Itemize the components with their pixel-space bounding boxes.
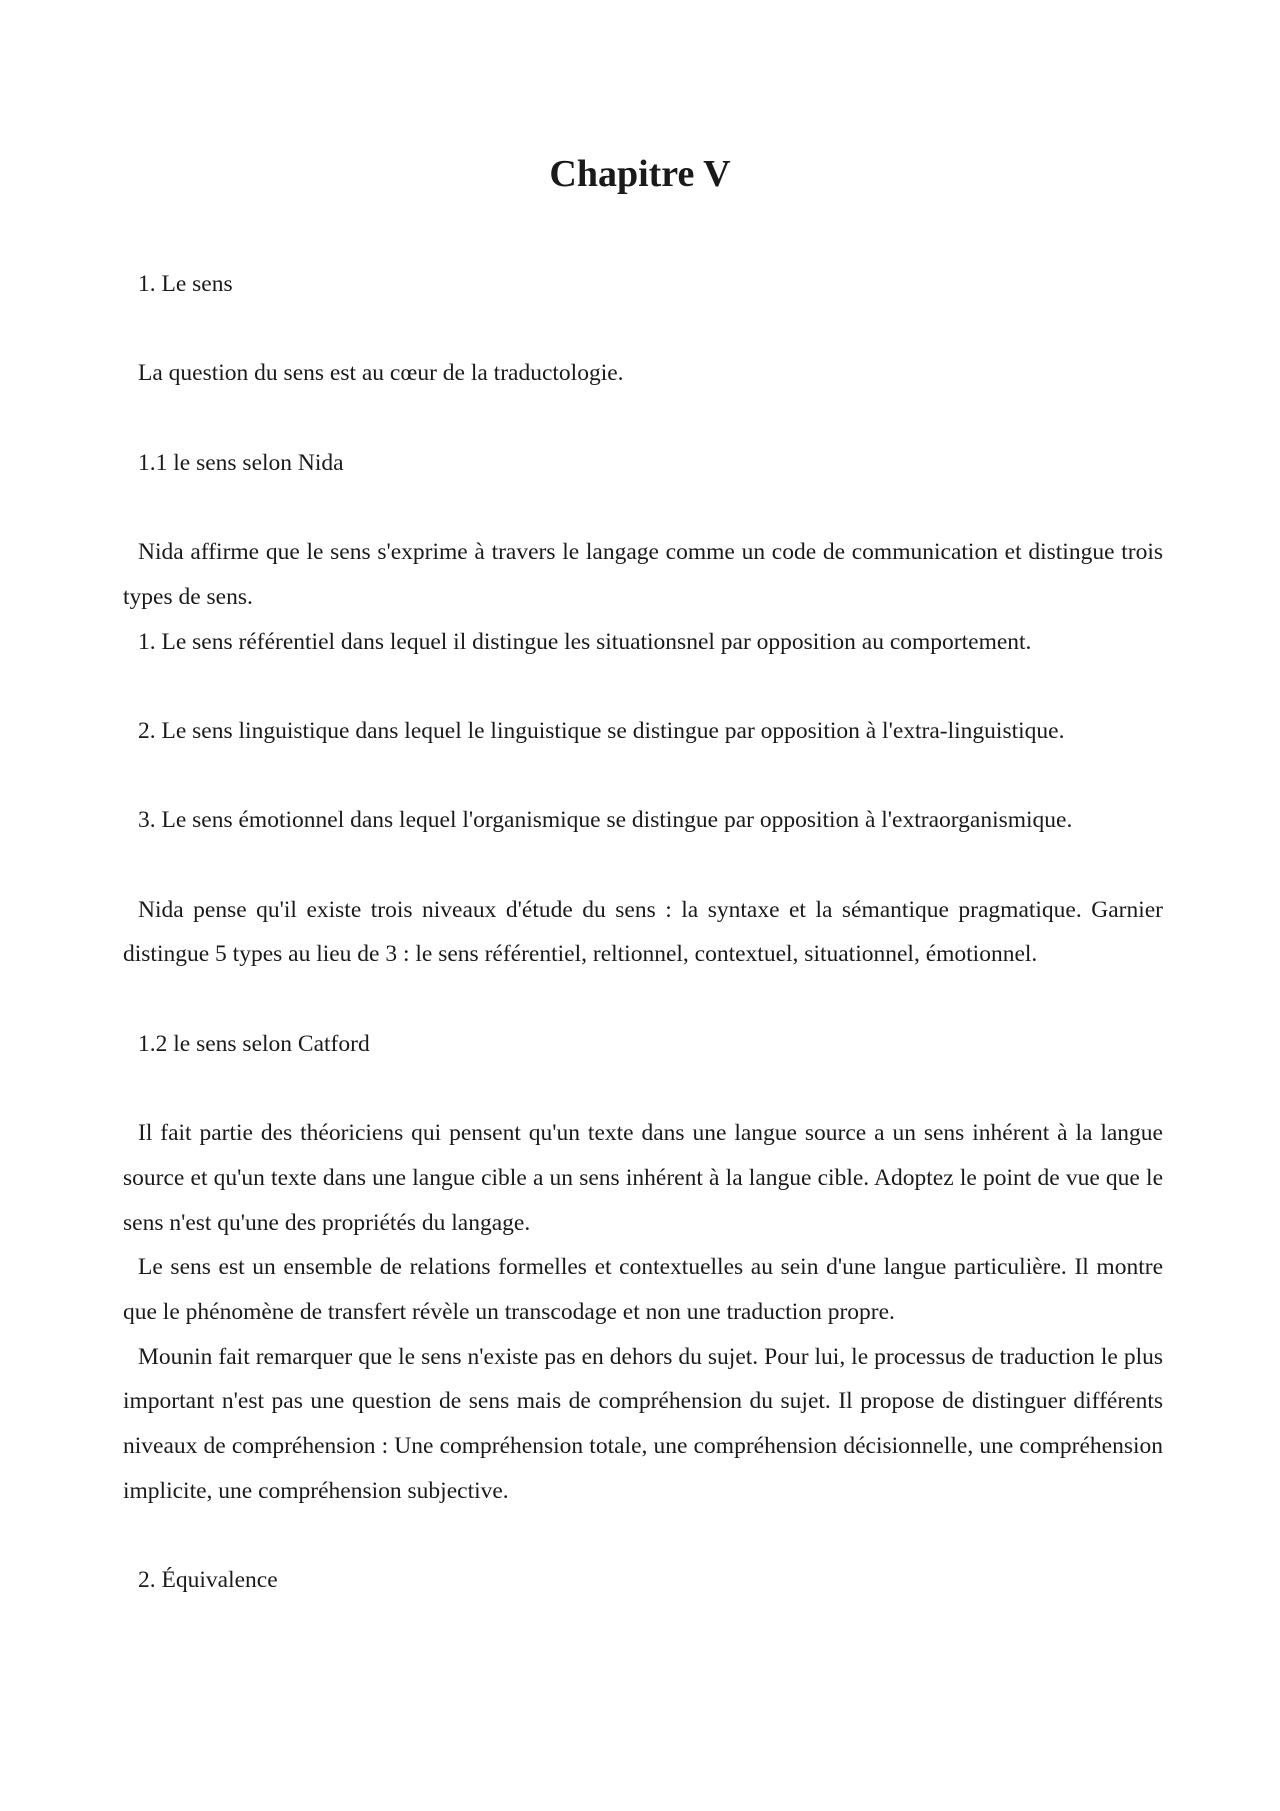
paragraph-nida: Nida affirme que le sens s'exprime à travers le langage comme un code de communication et distingue trois types de sens. [123,539,1163,610]
list-item-sens-referentiel: 1. Le sens référentiel dans lequel il distingue les situationsnel par opposition au comportement. [138,628,1032,655]
section-heading-equivalence: 2. Équivalence [138,1567,278,1594]
paragraph-niveaux: Nida pense qu'il existe trois niveaux d'étude du sens : la syntaxe et la sémantique pragmatique. Garnier distingue 5 types au lieu de 3 : le sens référentiel, reltionnel, contextuel, situationnel, émotionnel. [123,896,1163,968]
paragraph-intro: La question du sens est au cœur de la traductologie. [138,360,624,387]
paragraph-relations: Le sens est un ensemble de relations formelles et contextuelles au sein d'une langue particulière. Il montre que le phénomène de transfert révèle un transcodage et non une traduction propre. [123,1254,1163,1326]
subsection-heading-catford: 1.2 le sens selon Catford [138,1030,370,1057]
paragraph-mounin: Mounin fait remarquer que le sens n'existe pas en dehors du sujet. Pour lui, le processus de traduction le plus important n'est pas une question de sens mais de compréhension du sujet. Il propose de distinguer différents niveaux de compréhension : Une compréhension totale, une compréhension décisionnelle, une compréhension implicite, une compréhension subjective. [123,1343,1163,1504]
subsection-heading-nida: 1.1 le sens selon Nida [138,449,344,476]
section-heading-le-sens: 1. Le sens [138,271,233,297]
list-item-sens-linguistique: 2. Le sens linguistique dans lequel le linguistique se distingue par opposition à l'extra-linguistique. [138,717,1065,744]
document-body [123,262,1163,1603]
list-item-sens-emotionnel: 3. Le sens émotionnel dans lequel l'organismique se distingue par opposition à l'extraorganismique. [138,807,1073,834]
chapter-title: Chapitre V [549,153,731,195]
paragraph-catford: Il fait partie des théoriciens qui pensent qu'un texte dans une langue source a un sens inhérent à la langue source et qu'un texte dans une langue cible a un sens inhérent à la langue cible. Adoptez le point de vue que le sens n'est qu'une des propriétés du langage. [123,1120,1163,1236]
